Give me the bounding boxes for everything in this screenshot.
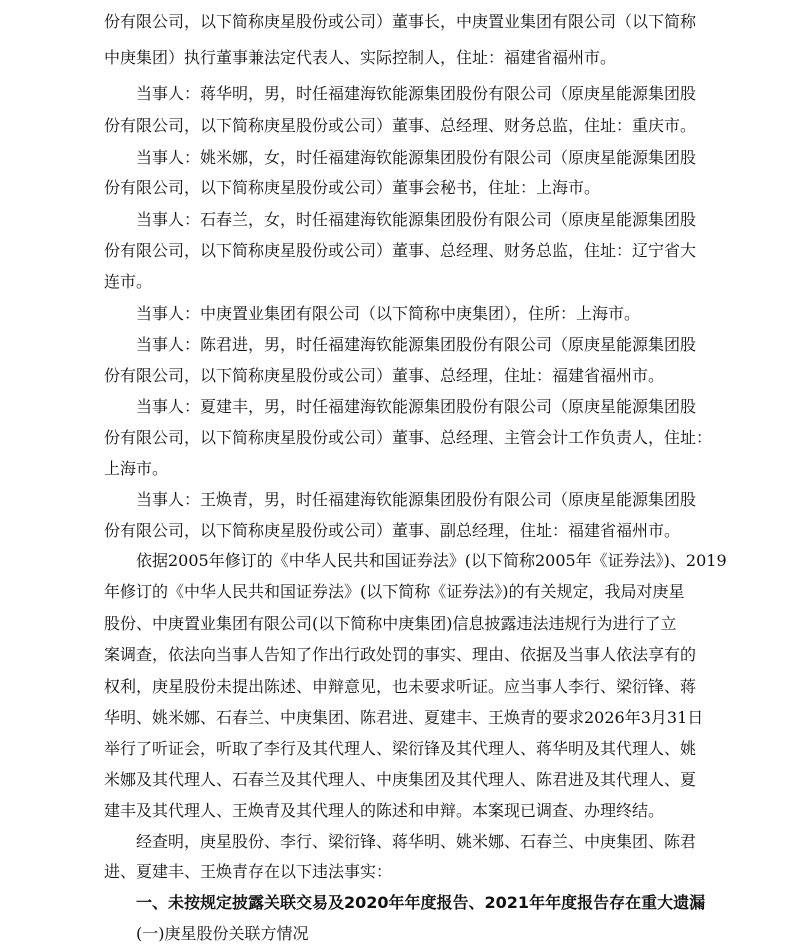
- paragraph-line: 上海市。: [104, 459, 169, 478]
- paragraph-line: 经查明，庚星股份、李行、梁衍锋、蒋华明、姚米娜、石春兰、中庚集团、陈君: [136, 832, 697, 851]
- paragraph-line: 份有限公司，以下简称庚星股份或公司）董事会秘书，住址：上海市。: [104, 178, 601, 197]
- paragraph-line: 股份、中庚置业集团有限公司(以下简称中庚集团)信息披露违法违规行为进行了立: [104, 614, 677, 633]
- paragraph-line: 当事人：陈君进，男，时任福建海钦能源集团股份有限公司（原庚星能源集团股: [136, 335, 697, 354]
- paragraph-line: 当事人：石春兰，女，时任福建海钦能源集团股份有限公司（原庚星能源集团股: [136, 210, 697, 229]
- paragraph-line: 建丰及其代理人、王焕青及其代理人的陈述和申辩。本案现已调查、办理终结。: [104, 801, 665, 820]
- paragraph-line: 当事人：王焕青，男，时任福建海钦能源集团股份有限公司（原庚星能源集团股: [136, 490, 697, 509]
- paragraph-line: 份有限公司，以下简称庚星股份或公司）董事、总经理、财务总监，住址：重庆市。: [104, 116, 697, 135]
- paragraph-line: 份有限公司，以下简称庚星股份或公司）董事、总经理、财务总监，住址：辽宁省大: [104, 241, 697, 260]
- paragraph-line: 连市。: [104, 272, 153, 291]
- paragraph-line: 当事人：夏建丰，男，时任福建海钦能源集团股份有限公司（原庚星能源集团股: [136, 397, 697, 416]
- paragraph-line: 当事人：蒋华明，男，时任福建海钦能源集团股份有限公司（原庚星能源集团股: [136, 84, 697, 103]
- paragraph-line: 案调查，依法向当事人告知了作出行政处罚的事实、理由、依据及当事人依法享有的: [104, 645, 697, 664]
- paragraph-line: 份有限公司，以下简称庚星股份或公司）董事、总经理，住址：福建省福州市。: [104, 366, 665, 385]
- paragraph-line: 权利，庚星股份未提出陈述、申辩意见，也未要求听证。应当事人李行、梁衍锋、蒋: [104, 677, 697, 696]
- paragraph-line: 米娜及其代理人、石春兰及其代理人、中庚集团及其代理人、陈君进及其代理人、夏: [104, 770, 697, 789]
- paragraph-line: 年修订的《中华人民共和国证券法》(以下简称《证券法》)的有关规定，我局对庚星: [104, 582, 685, 601]
- paragraph-line: 进、夏建丰、王焕青存在以下违法事实：: [104, 862, 393, 881]
- paragraph-line: 份有限公司，以下简称庚星股份或公司）董事、副总经理，住址：福建省福州市。: [104, 521, 681, 540]
- paragraph-line: 依据2005年修订的《中华人民共和国证券法》(以下简称2005年《证券法》)、2019: [136, 551, 727, 570]
- paragraph-line: 当事人：姚米娜，女，时任福建海钦能源集团股份有限公司（原庚星能源集团股: [136, 148, 697, 167]
- paragraph-line: 举行了听证会，听取了李行及其代理人、梁衍锋及其代理人、蒋华明及其代理人、姚: [104, 739, 697, 758]
- paragraph-line: 中庚集团）执行董事兼法定代表人、实际控制人，住址：福建省福州市。: [104, 48, 617, 67]
- paragraph-line: 当事人：中庚置业集团有限公司（以下简称中庚集团），住所：上海市。: [136, 304, 641, 323]
- section-heading: 一、未按规定披露关联交易及2020年年度报告、2021年年度报告存在重大遗漏: [136, 893, 706, 912]
- paragraph-line: 华明、姚米娜、石春兰、中庚集团、陈君进、夏建丰、王焕青的要求2026年3月31日: [104, 708, 704, 727]
- paragraph-line: 份有限公司，以下简称庚星股份或公司）董事、总经理、主管会计工作负责人，住址：: [104, 428, 713, 447]
- subsection-heading: (一)庚星股份关联方情况: [136, 924, 309, 943]
- paragraph-line: 份有限公司，以下简称庚星股份或公司）董事长，中庚置业集团有限公司（以下简称: [104, 12, 697, 31]
